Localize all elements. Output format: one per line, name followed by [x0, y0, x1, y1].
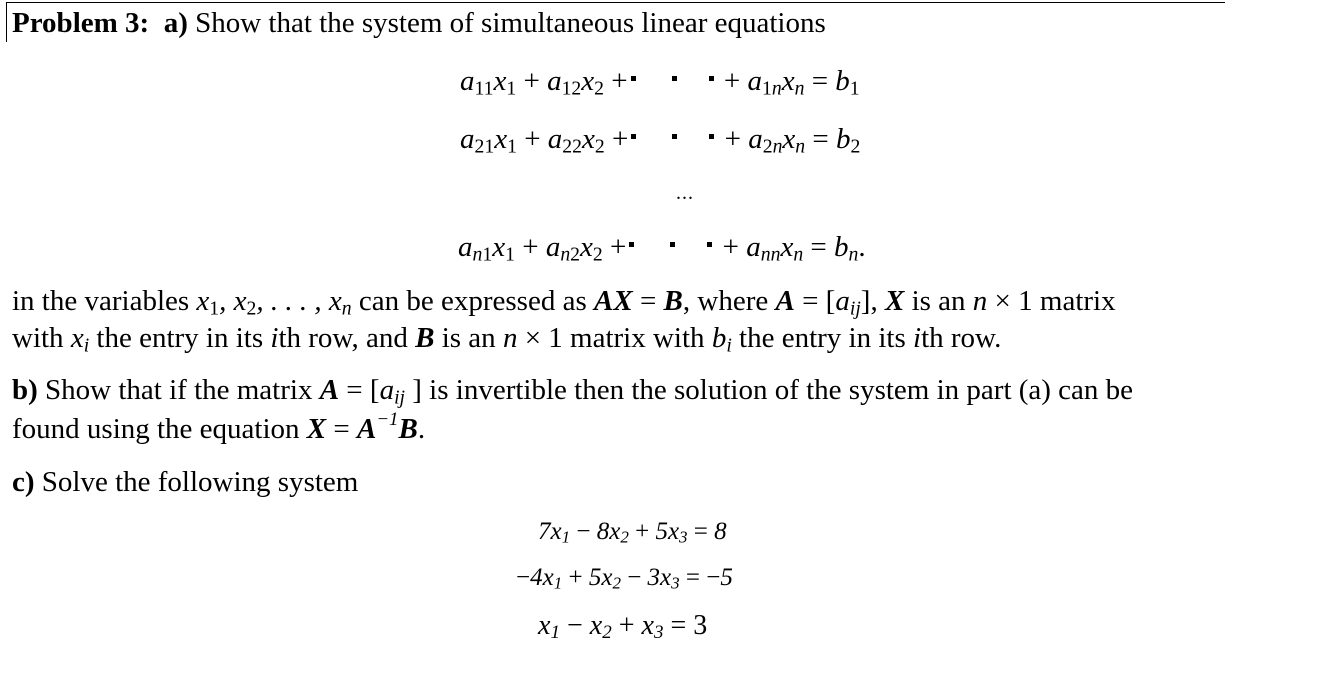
part-b-line-1: b) Show that if the matrix $A = [a_{ij}$ ] is invertible then the solution of the system in part (a) can be — [12, 374, 1134, 409]
specific-equation-1: $7x_1 - 8x_2 + 5x_3 = 8$ — [538, 518, 727, 547]
part-a-label: a) — [163, 7, 188, 39]
part-c-line — [12, 465, 358, 499]
statement-line-2: with $x_i$ the entry in its ith row, and B is an n × 1 matrix with $b_i$ the entry in its ith row. — [12, 322, 1002, 357]
specific-equation-3: $x_1 - x_2 + x_3 = 3$ — [538, 610, 708, 644]
part-c-label: c) — [12, 466, 35, 498]
general-equation-1-render: $a_{11}x_1 + a_{12}x_2$ + + $a_{1n}x_n = b_1$ — [460, 65, 860, 100]
problem-heading-line — [12, 6, 826, 40]
equations-ellipsis: ... — [676, 182, 694, 204]
general-equation-1 — [460, 64, 860, 98]
top-rule — [6, 2, 1225, 3]
specific-equation-2: $-4x_1 + 5x_2 - 3x_3 = -5$ — [516, 564, 733, 593]
general-equation-n: $a_{n1}x_1 + a_{n2}x_2$ + + $a_{nn}x_n = b_n$. — [458, 231, 866, 266]
statement-line-1: in the variables $x_1$, $x_2$, . . . , $x_n$ can be expressed as AX = B, where $A = [a_{ij}]$, X is an n × 1 matrix — [12, 285, 1116, 320]
part-c-text: Solve the following system — [41, 466, 359, 498]
part-a-text: Show that the system of simultaneous linear equations — [195, 7, 826, 39]
general-equation-2: $a_{21}x_1 + a_{22}x_2$ + + $a_{2n}x_n = b_2$ — [460, 123, 861, 158]
part-b-line-2: found using the equation $X = A^{-1}B$. — [12, 408, 426, 445]
problem-heading: Problem 3: — [12, 7, 150, 39]
left-rule — [6, 2, 7, 42]
